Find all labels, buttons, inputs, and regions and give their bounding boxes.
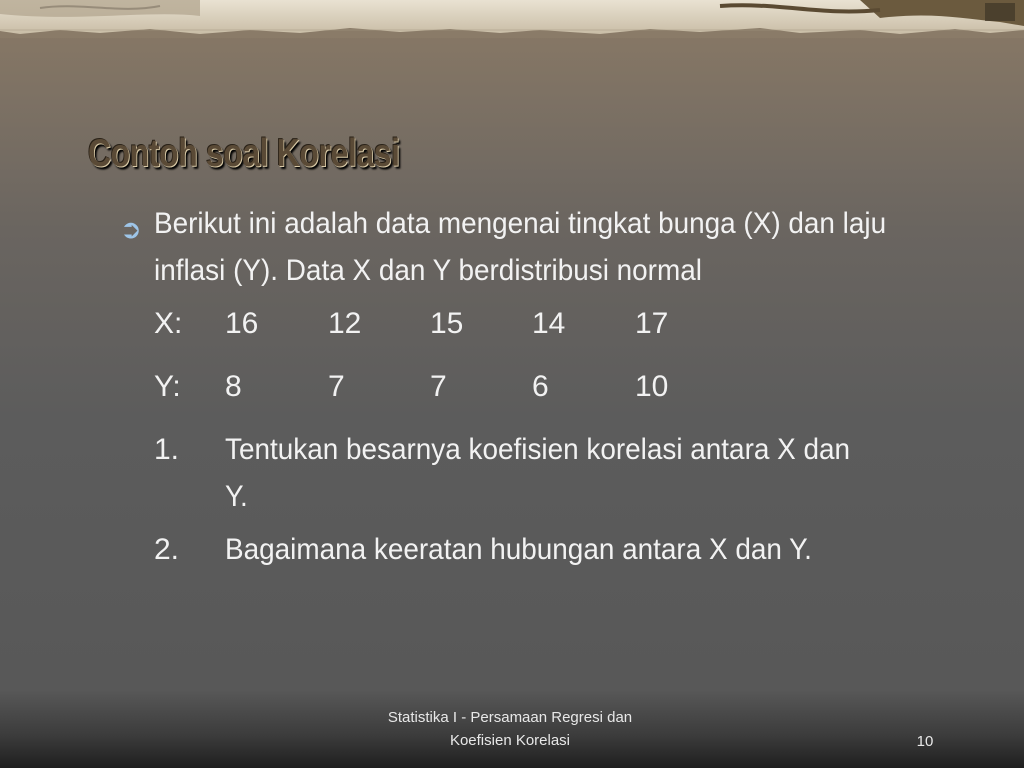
slide-body (120, 200, 980, 573)
data-row-y (154, 363, 980, 420)
data-value: 6 (532, 370, 549, 403)
question-item-2 (154, 526, 980, 573)
data-row-x (154, 300, 980, 357)
data-value: 12 (328, 307, 362, 340)
slide-footer (340, 706, 680, 752)
data-value: 16 (225, 307, 259, 340)
data-label-x: X: (154, 307, 183, 340)
data-value: 7 (328, 370, 345, 403)
arrow-circle-right-icon: ➲ (120, 214, 142, 244)
footer-line-1: Statistika I - Persamaan Regresi dan (387, 709, 633, 726)
footer-line-2: Koefisien Korelasi (449, 732, 571, 749)
torn-paper-banner-image (0, 0, 1024, 38)
intro-bullet (120, 200, 980, 294)
data-value: 17 (635, 307, 669, 340)
question-number: 2. (154, 533, 180, 566)
decorative-top-banner (0, 0, 1024, 38)
data-value: 15 (430, 307, 464, 340)
page-number: 10 (916, 733, 934, 750)
data-label-y: Y: (154, 370, 181, 403)
intro-text: Berikut ini adalah data mengenai tingkat bunga (X) dan laju inflasi (Y). Data X dan Y berdistribusi normal (154, 207, 887, 287)
data-value: 10 (635, 370, 669, 403)
slide-title: Contoh soal Korelasi (88, 132, 400, 175)
data-value: 8 (225, 370, 242, 403)
data-value: 7 (430, 370, 447, 403)
data-value: 14 (532, 307, 566, 340)
question-text: Bagaimana keeratan hubungan antara X dan Y. (225, 533, 812, 566)
question-text: Tentukan besarnya koefisien korelasi antara X dan Y. (225, 433, 851, 513)
question-number: 1. (154, 433, 180, 466)
question-item-1 (154, 426, 980, 520)
